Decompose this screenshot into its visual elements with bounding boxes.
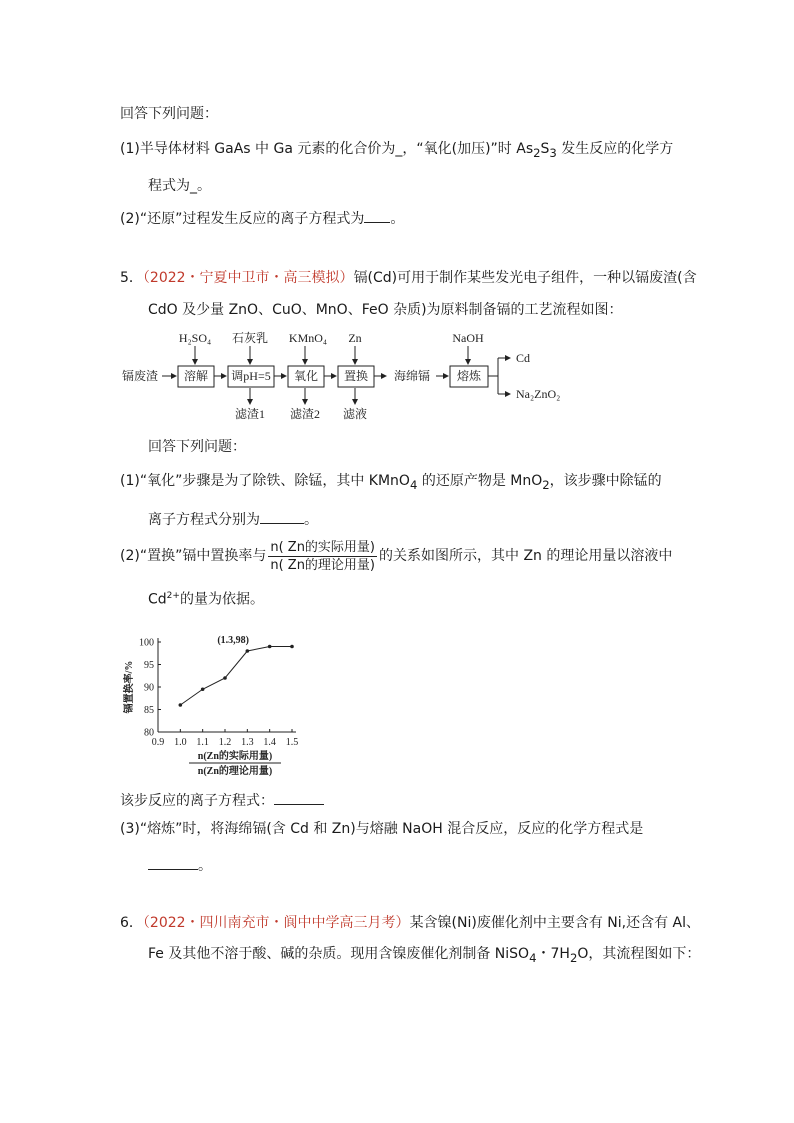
data-annotation: (1.3,98) xyxy=(217,635,250,646)
x-tick-label: 1.1 xyxy=(196,737,209,748)
answer-blank[interactable] xyxy=(260,509,304,524)
q5-part1: (1)“氧化”步骤是为了除铁、除锰，其中 KMnO$_4$ 的还原产物是 MnO$_2$，该步骤中除锰的 xyxy=(120,473,662,492)
flow-step: 氧化 xyxy=(293,369,319,383)
ratio-fraction: $\frac{\text{n( Zn的实际用量)}}{\text{n( Zn的理论用量)}}$ xyxy=(270,539,376,573)
q4-part2: (2)“还原”过程发生反应的离子方程式为 。 xyxy=(120,208,404,229)
q5-after-chart: 该步反应的离子方程式： xyxy=(120,790,324,811)
data-point xyxy=(223,676,227,680)
q6-source: （2022・四川南充市・阆中中学高三月考） xyxy=(142,915,410,931)
answer-blank[interactable] xyxy=(148,855,198,870)
y-axis-label: 镉置换率/% xyxy=(124,660,135,714)
flow-middle: 海绵镉 xyxy=(393,369,431,383)
flow-waste: 滤渣2 xyxy=(289,407,321,421)
q4-part1-cont: 程式为_。 xyxy=(148,178,211,194)
flow-step: 溶解 xyxy=(183,369,209,383)
flow-waste: 滤液 xyxy=(342,407,368,421)
x-tick-label: 0.9 xyxy=(151,737,165,748)
answer-blank[interactable] xyxy=(364,208,390,223)
q5-part1-cont: 离子方程式分别为 。 xyxy=(148,509,318,530)
answer-blank[interactable] xyxy=(274,790,324,805)
process-flow-diagram xyxy=(118,328,598,428)
flow-reagent: H₂SO₄ xyxy=(178,331,212,345)
intro-text: 回答下列问题： xyxy=(120,106,218,122)
data-point xyxy=(246,649,250,653)
x-axis-label-num: n(Zn的实际用量) xyxy=(197,751,273,762)
flow-step: 调pH=5 xyxy=(231,369,271,383)
x-tick-label: 1.0 xyxy=(174,737,187,748)
data-point xyxy=(268,645,272,649)
q5-part2: (2)“置换”镉中置换率与 $\frac{\text{n( Zn的实际用量)}}{\text{n( Zn的理论用量)}}$ 的关系如图所示，其中 Zn 的理论用量以溶液中 xyxy=(120,539,673,573)
x-tick-label: 1.4 xyxy=(263,737,276,748)
q5-stem-cont: CdO 及少量 ZnO、CuO、MnO、FeO 杂质)为原料制备镉的工艺流程如图： xyxy=(148,302,623,318)
displacement-rate-chart xyxy=(118,622,328,778)
q6-stem: 6．（2022・四川南充市・阆中中学高三月考）某含镍(Ni)废催化剂中主要含有 Ni,还含有 Al、 xyxy=(120,915,701,931)
x-tick-label: 1.3 xyxy=(241,737,254,748)
flow-step: 熔炼 xyxy=(456,369,482,383)
q5-part3: (3)“熔炼”时，将海绵镉(含 Cd 和 Zn)与熔融 NaOH 混合反应，反应的化学方程式是 xyxy=(120,821,644,837)
x-axis-label-den: n(Zn的理论用量) xyxy=(197,766,273,777)
flow-step: 置换 xyxy=(343,369,369,383)
q5-part2-cont: $Cd^{2+}$的量为依据。 xyxy=(148,591,264,608)
y-tick-label: 85 xyxy=(144,705,154,716)
y-tick-label: 80 xyxy=(144,727,154,739)
q5-stem: 5．（2022・宁夏中卫市・高三模拟）镉(Cd)可用于制作某些发光电子组件，一种以镉废渣(含 xyxy=(120,270,697,286)
y-tick-label: 100 xyxy=(139,637,154,649)
flow-reagent: NaOH xyxy=(452,331,484,345)
data-point xyxy=(201,687,205,691)
flow-start: 镉废渣 xyxy=(121,369,159,383)
data-point xyxy=(179,703,183,707)
x-tick-label: 1.5 xyxy=(285,737,299,748)
y-tick-label: 90 xyxy=(144,682,154,694)
series-line xyxy=(180,647,292,706)
q5-part3-cont: 。 xyxy=(148,855,212,876)
q5-ask: 回答下列问题： xyxy=(148,439,246,455)
flow-waste: 滤渣1 xyxy=(234,407,266,421)
flow-reagent: KMnO₄ xyxy=(288,331,328,345)
q5-source: （2022・宁夏中卫市・高三模拟） xyxy=(142,270,354,286)
flow-reagent: 石灰乳 xyxy=(231,331,269,345)
x-tick-label: 1.2 xyxy=(218,737,232,748)
flow-product: Na₂ZnO₂ xyxy=(516,387,561,401)
y-tick-label: 95 xyxy=(144,660,154,671)
q6-stem-cont: Fe 及其他不溶于酸、碱的杂质。现用含镍废催化剂制备 NiSO$_4$・$7H_2O$，其流程图如下： xyxy=(148,946,701,965)
flow-product: Cd xyxy=(516,351,531,365)
data-point xyxy=(290,645,294,649)
flow-reagent: Zn xyxy=(348,331,362,345)
q4-part1: (1)半导体材料 GaAs 中 Ga 元素的化合价为_，“氧化(加压)”时 $As_2S_3$ 发生反应的化学方 xyxy=(120,141,674,160)
